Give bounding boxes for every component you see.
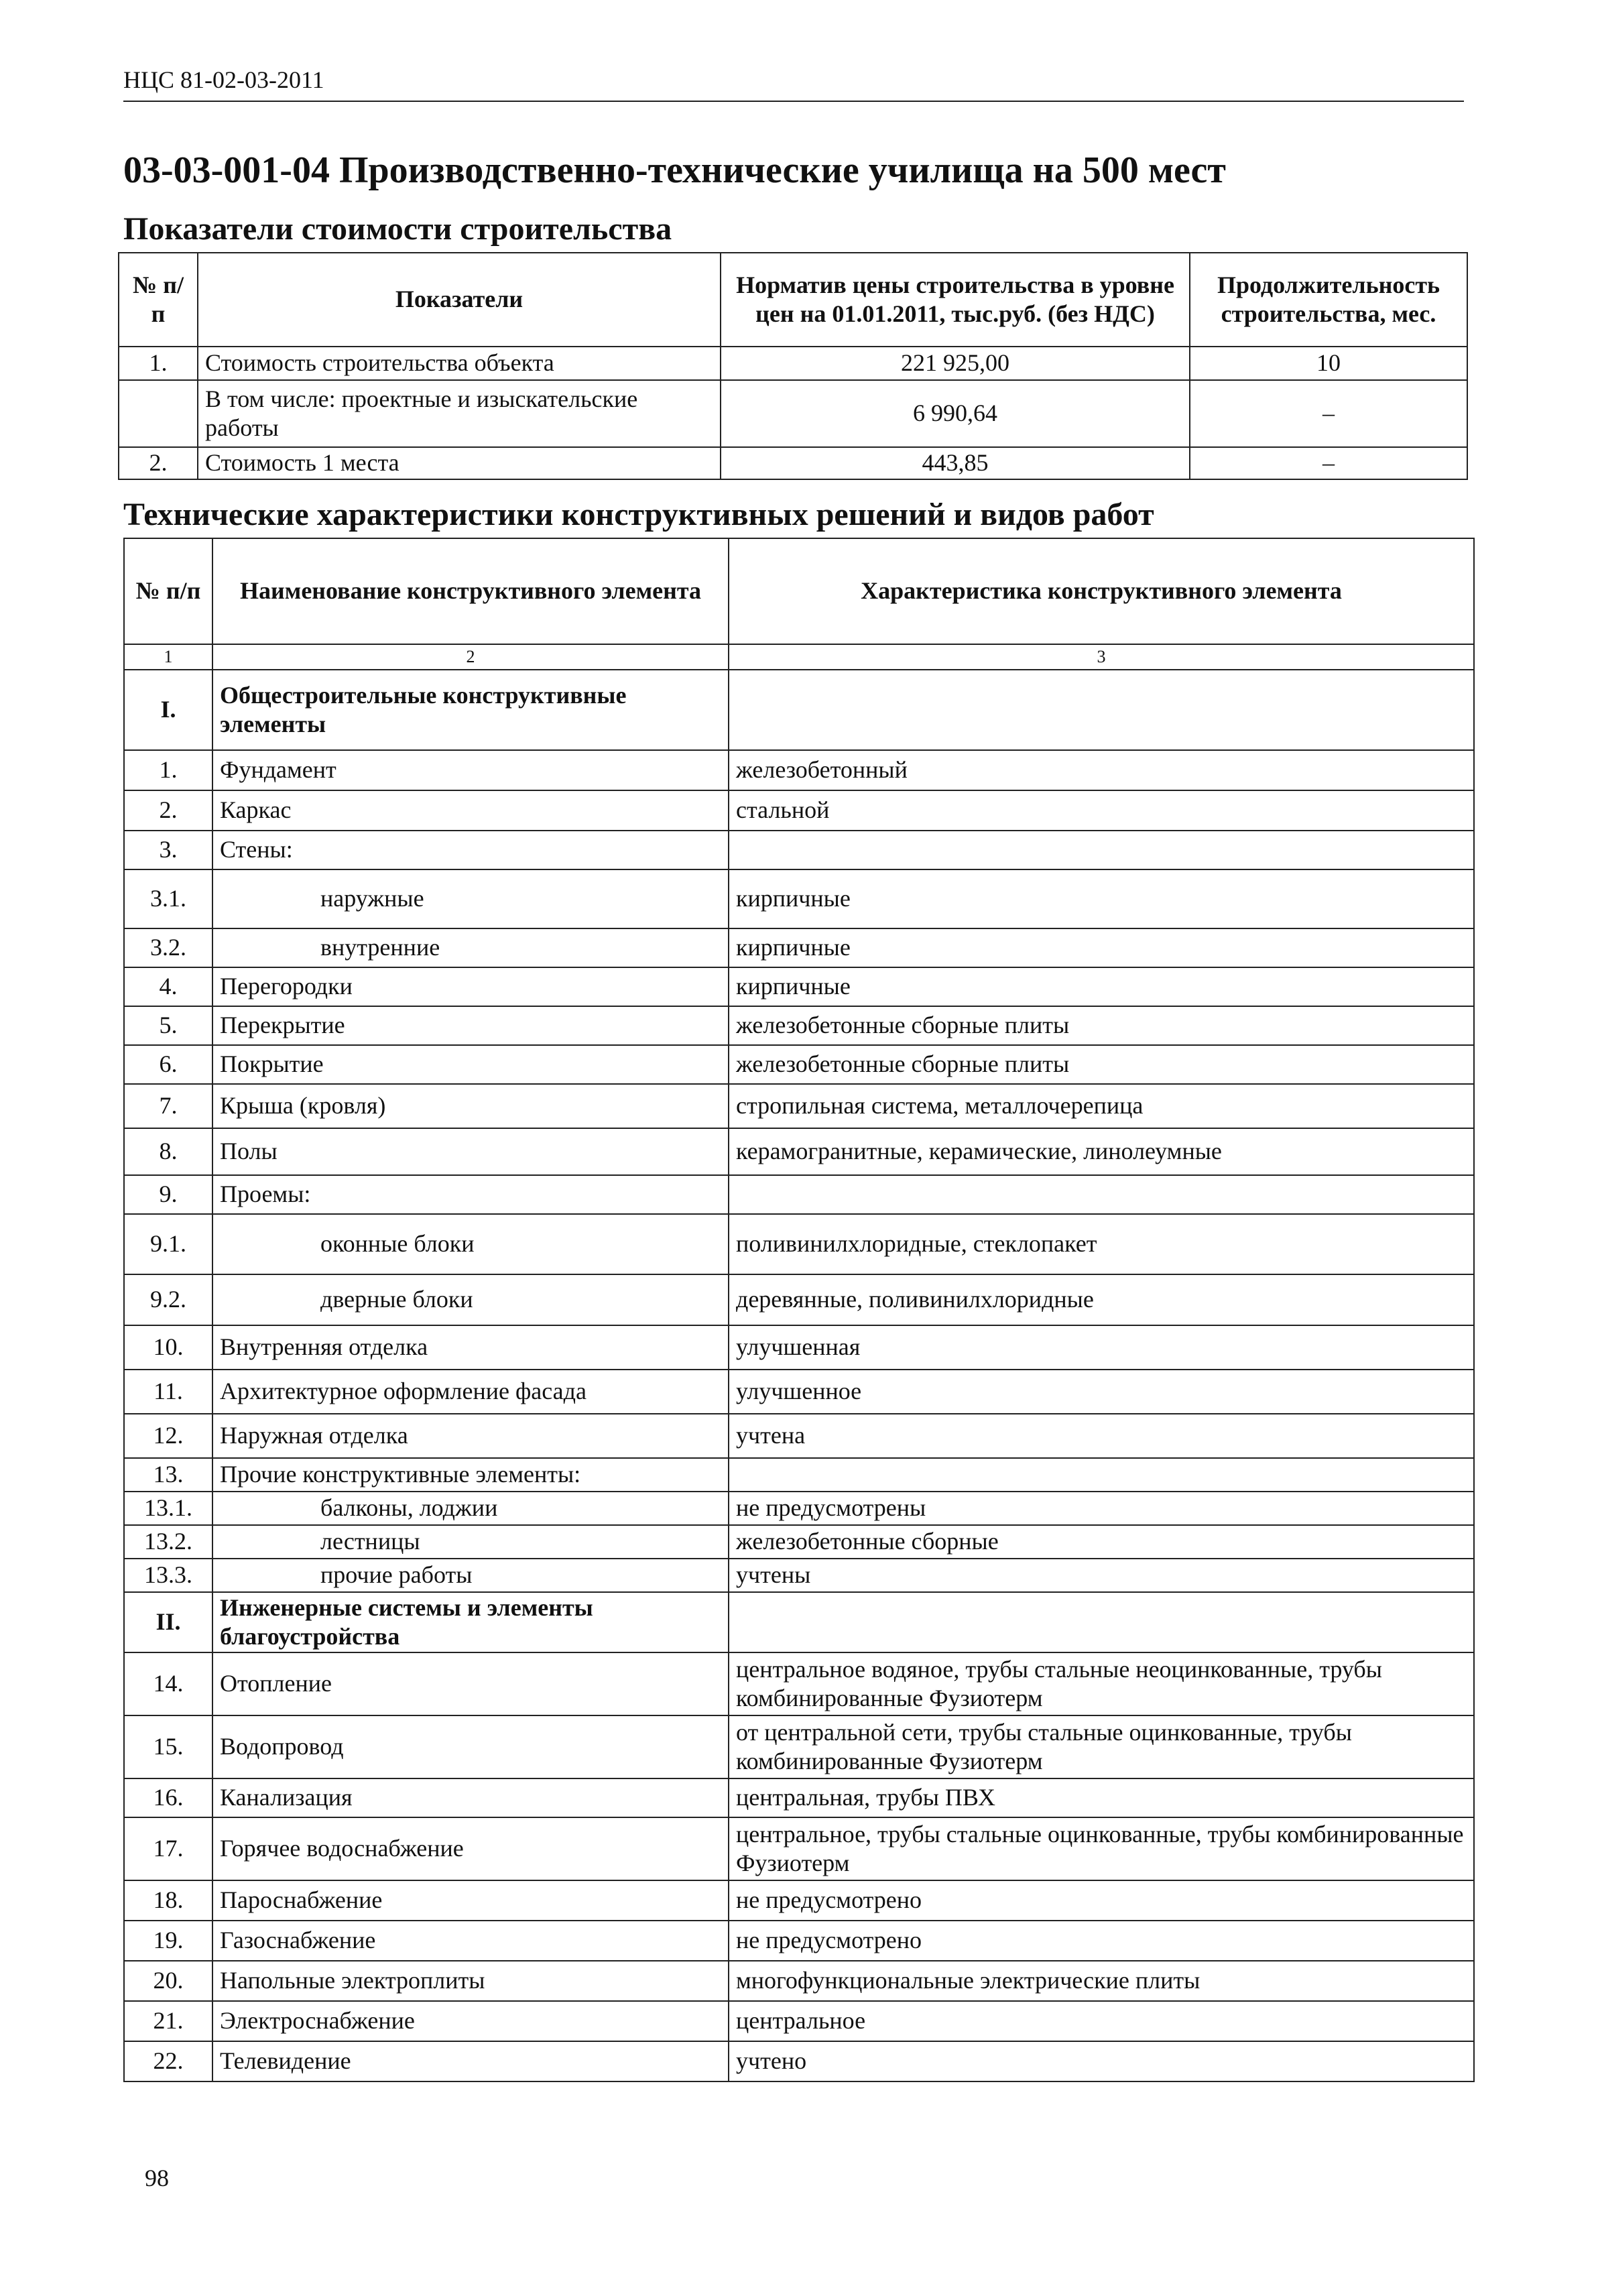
tech-row-name: лестницы — [212, 1525, 729, 1559]
tech-row-num: 9. — [124, 1175, 212, 1214]
tech-row-char: поливинилхлоридные, стеклопакет — [729, 1214, 1474, 1274]
tech-row-num: 14. — [124, 1652, 212, 1715]
tech-row-num: 3. — [124, 831, 212, 869]
tech-row-num: 1. — [124, 750, 212, 790]
table-row — [124, 1492, 1474, 1525]
table-row — [124, 1128, 1474, 1175]
tech-row-num: 11. — [124, 1370, 212, 1414]
tech-row-char: керамогранитные, керамические, линолеумные — [729, 1128, 1474, 1175]
table-row — [124, 1592, 1474, 1652]
tech-row-char: центральное, трубы стальные оцинкованные, трубы комбинированные Фузиотерм — [729, 1817, 1474, 1880]
tech-row-name: прочие работы — [212, 1559, 729, 1592]
tech-row-name: Канализация — [212, 1778, 729, 1817]
tech-row-char: улучшенная — [729, 1325, 1474, 1370]
tech-row-num: 21. — [124, 2001, 212, 2041]
tech-row-num: 9.1. — [124, 1214, 212, 1274]
tech-header-num: № п/п — [124, 538, 212, 644]
tech-row-char: центральное водяное, трубы стальные неоцинкованные, трубы комбинированные Фузиотерм — [729, 1652, 1474, 1715]
tech-row-name: Газоснабжение — [212, 1921, 729, 1961]
cost-row-num — [119, 380, 198, 447]
column-number: 1 — [124, 644, 212, 670]
cost-row-value: 221 925,00 — [721, 347, 1190, 380]
table-row — [124, 1961, 1474, 2001]
tech-header-name: Наименование конструктивного элемента — [212, 538, 729, 644]
table-row — [124, 2041, 1474, 2081]
table-row — [124, 790, 1474, 831]
tech-row-num: 3.2. — [124, 928, 212, 967]
table-row — [124, 1175, 1474, 1214]
table-row — [124, 1525, 1474, 1559]
tech-row-num: 6. — [124, 1045, 212, 1084]
tech-row-name: Архитектурное оформление фасада — [212, 1370, 729, 1414]
tech-row-num: 18. — [124, 1880, 212, 1921]
table-row — [124, 1274, 1474, 1325]
tech-row-num: 13.3. — [124, 1559, 212, 1592]
table-row — [119, 347, 1467, 380]
column-number: 3 — [729, 644, 1474, 670]
table-row — [124, 1045, 1474, 1084]
tech-row-name: оконные блоки — [212, 1214, 729, 1274]
table-row — [124, 1414, 1474, 1458]
tech-row-name: Проемы: — [212, 1175, 729, 1214]
cost-header-indicator: Показатели — [198, 253, 721, 347]
cost-table — [118, 252, 1468, 480]
page-number: 98 — [145, 2165, 169, 2191]
tech-row-name: балконы, лоджии — [212, 1492, 729, 1525]
tech-row-name: Перекрытие — [212, 1006, 729, 1045]
tech-row-char: не предусмотрено — [729, 1921, 1474, 1961]
table-row — [124, 1652, 1474, 1715]
cost-header-duration: Продолжительность строительства, мес. — [1190, 253, 1467, 347]
tech-row-num: 17. — [124, 1817, 212, 1880]
tech-row-name: Горячее водоснабжение — [212, 1817, 729, 1880]
document-code: НЦС 81-02-03-2011 — [123, 66, 324, 93]
table-row — [124, 1778, 1474, 1817]
tech-row-name: Внутренняя отделка — [212, 1325, 729, 1370]
table-row — [124, 1006, 1474, 1045]
tech-row-num: 9.2. — [124, 1274, 212, 1325]
tech-row-char: кирпичные — [729, 967, 1474, 1006]
table-row — [124, 967, 1474, 1006]
tech-row-num: 5. — [124, 1006, 212, 1045]
tech-row-name: наружные — [212, 869, 729, 928]
table-row — [124, 1458, 1474, 1492]
tech-row-char: кирпичные — [729, 869, 1474, 928]
tech-row-char — [729, 1592, 1474, 1652]
tech-row-num: 15. — [124, 1715, 212, 1778]
tech-row-char: учтены — [729, 1559, 1474, 1592]
table-row — [124, 1214, 1474, 1274]
tech-row-num: 22. — [124, 2041, 212, 2081]
tech-row-name: Отопление — [212, 1652, 729, 1715]
table-row — [124, 869, 1474, 928]
tech-row-char: многофункциональные электрические плиты — [729, 1961, 1474, 2001]
table-row — [124, 1715, 1474, 1778]
tech-row-name: Наружная отделка — [212, 1414, 729, 1458]
table-row — [124, 831, 1474, 869]
tech-row-char: железобетонный — [729, 750, 1474, 790]
tech-header-char: Характеристика конструктивного элемента — [729, 538, 1474, 644]
cost-row-duration: 10 — [1190, 347, 1467, 380]
table-row — [124, 1817, 1474, 1880]
tech-row-name: Стены: — [212, 831, 729, 869]
tech-row-char: центральное — [729, 2001, 1474, 2041]
cost-row-duration: – — [1190, 380, 1467, 447]
tech-row-char: учтена — [729, 1414, 1474, 1458]
tech-section-title: Технические характеристики конструктивных решений и видов работ — [123, 497, 1154, 532]
tech-row-name: Напольные электроплиты — [212, 1961, 729, 2001]
tech-row-char: стальной — [729, 790, 1474, 831]
tech-row-num: 13. — [124, 1458, 212, 1492]
table-row — [124, 1084, 1474, 1128]
cost-row-label: Стоимость 1 места — [198, 447, 721, 479]
tech-row-name: дверные блоки — [212, 1274, 729, 1325]
tech-row-char — [729, 670, 1474, 750]
tech-row-num: 12. — [124, 1414, 212, 1458]
tech-row-char: железобетонные сборные плиты — [729, 1006, 1474, 1045]
table-row — [119, 447, 1467, 479]
tech-table — [123, 538, 1475, 2082]
tech-row-name: внутренние — [212, 928, 729, 967]
cost-section-title: Показатели стоимости строительства — [123, 211, 672, 247]
tech-row-num: 10. — [124, 1325, 212, 1370]
tech-row-name: Каркас — [212, 790, 729, 831]
tech-row-num: 4. — [124, 967, 212, 1006]
cost-row-value: 6 990,64 — [721, 380, 1190, 447]
tech-row-name: Инженерные системы и элементы благоустройства — [212, 1592, 729, 1652]
table-row — [124, 1325, 1474, 1370]
tech-row-char: кирпичные — [729, 928, 1474, 967]
tech-row-char: железобетонные сборные плиты — [729, 1045, 1474, 1084]
tech-row-char: не предусмотрено — [729, 1880, 1474, 1921]
tech-row-char — [729, 831, 1474, 869]
tech-row-name: Крыша (кровля) — [212, 1084, 729, 1128]
tech-row-char: стропильная система, металлочерепица — [729, 1084, 1474, 1128]
tech-row-char — [729, 1458, 1474, 1492]
table-row — [124, 1880, 1474, 1921]
cost-row-value: 443,85 — [721, 447, 1190, 479]
table-row — [124, 670, 1474, 750]
tech-row-num: 2. — [124, 790, 212, 831]
tech-row-name: Перегородки — [212, 967, 729, 1006]
tech-row-num: 13.1. — [124, 1492, 212, 1525]
tech-row-name: Телевидение — [212, 2041, 729, 2081]
tech-row-name: Электроснабжение — [212, 2001, 729, 2041]
cost-row-num: 1. — [119, 347, 198, 380]
tech-row-name: Пароснабжение — [212, 1880, 729, 1921]
tech-row-char: деревянные, поливинилхлоридные — [729, 1274, 1474, 1325]
tech-row-name: Общестроительные конструктивные элементы — [212, 670, 729, 750]
table-row — [124, 928, 1474, 967]
table-row — [124, 1370, 1474, 1414]
tech-row-name: Покрытие — [212, 1045, 729, 1084]
tech-row-num: 8. — [124, 1128, 212, 1175]
tech-row-char — [729, 1175, 1474, 1214]
tech-row-char: от центральной сети, трубы стальные оцинкованные, трубы комбинированные Фузиотерм — [729, 1715, 1474, 1778]
table-row — [124, 1921, 1474, 1961]
tech-row-num: 13.2. — [124, 1525, 212, 1559]
tech-row-name: Водопровод — [212, 1715, 729, 1778]
table-row — [124, 1559, 1474, 1592]
tech-row-name: Фундамент — [212, 750, 729, 790]
cost-row-label: Стоимость строительства объекта — [198, 347, 721, 380]
tech-row-char: улучшенное — [729, 1370, 1474, 1414]
table-row — [119, 380, 1467, 447]
tech-row-num: 3.1. — [124, 869, 212, 928]
tech-row-char: не предусмотрены — [729, 1492, 1474, 1525]
page-title: 03-03-001-04 Производственно-технические училища на 500 мест — [123, 149, 1226, 191]
cost-row-label: В том числе: проектные и изыскательские работы — [198, 380, 721, 447]
header-rule — [123, 101, 1464, 102]
cost-header-price: Норматив цены строительства в уровне цен на 01.01.2011, тыс.руб. (без НДС) — [721, 253, 1190, 347]
tech-row-num: I. — [124, 670, 212, 750]
tech-row-char: учтено — [729, 2041, 1474, 2081]
cost-row-num: 2. — [119, 447, 198, 479]
tech-row-char: железобетонные сборные — [729, 1525, 1474, 1559]
cost-header-num: № п/п — [119, 253, 198, 347]
tech-row-char: центральная, трубы ПВХ — [729, 1778, 1474, 1817]
tech-row-num: 19. — [124, 1921, 212, 1961]
column-number: 2 — [212, 644, 729, 670]
cost-row-duration: – — [1190, 447, 1467, 479]
tech-row-num: 7. — [124, 1084, 212, 1128]
tech-row-name: Полы — [212, 1128, 729, 1175]
table-row — [124, 2001, 1474, 2041]
tech-row-num: 16. — [124, 1778, 212, 1817]
tech-row-num: 20. — [124, 1961, 212, 2001]
tech-row-num: II. — [124, 1592, 212, 1652]
tech-row-name: Прочие конструктивные элементы: — [212, 1458, 729, 1492]
table-row — [124, 750, 1474, 790]
